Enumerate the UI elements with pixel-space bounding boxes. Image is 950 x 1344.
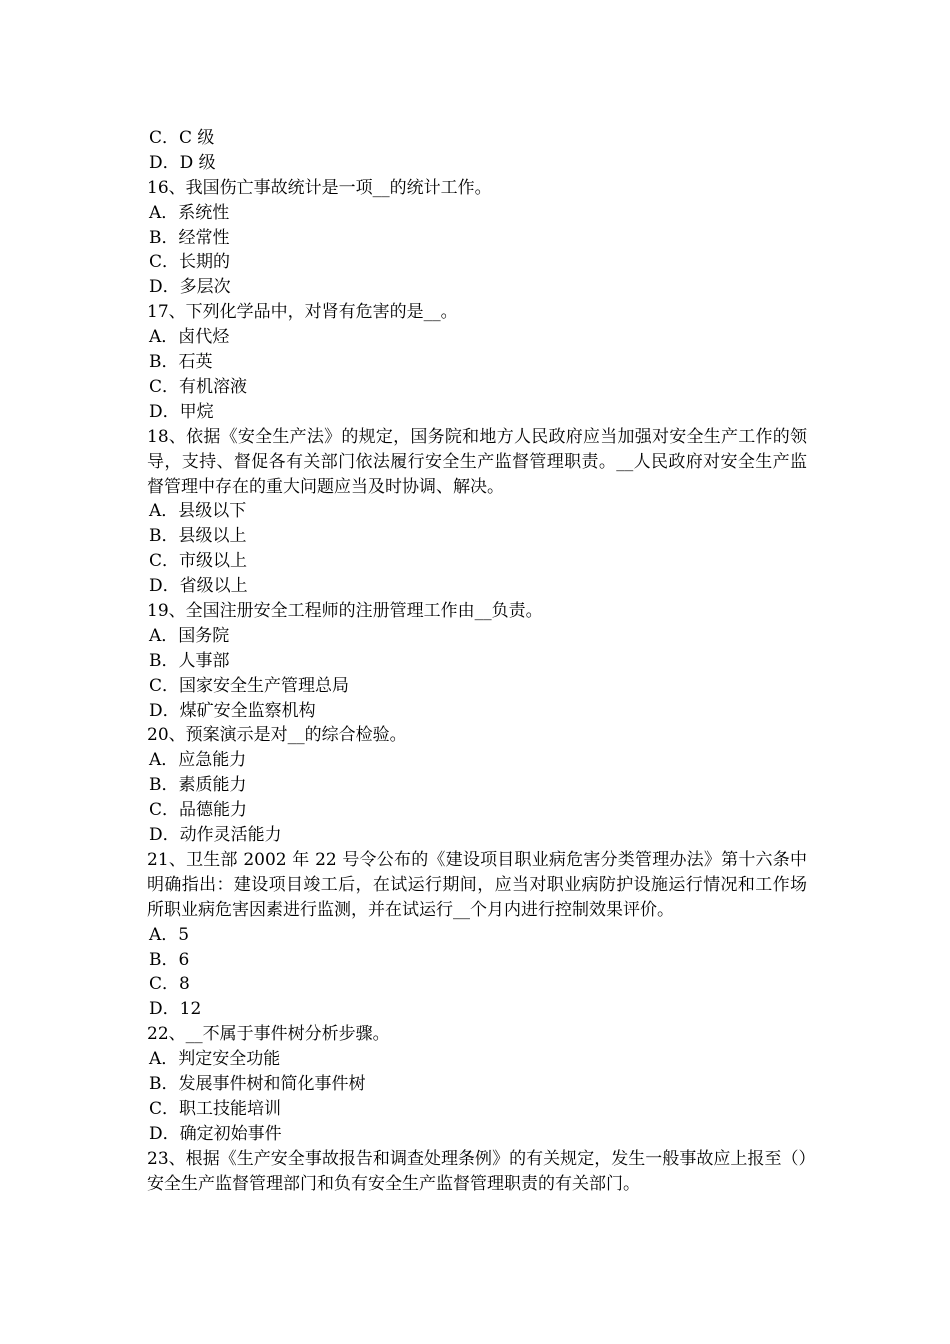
option-19a: A．国务院 xyxy=(149,625,230,646)
option-18c: C．市级以上 xyxy=(149,551,248,572)
option-22d: D．确定初始事件 xyxy=(149,1123,282,1144)
option-17c: C．有机溶液 xyxy=(149,376,248,397)
option-17d: D．甲烷 xyxy=(149,401,214,422)
question-17: 17、下列化学品中，对肾有危害的是__。 xyxy=(147,302,458,323)
option-19c: C．国家安全生产管理总局 xyxy=(149,675,350,696)
option-18a: A．县级以下 xyxy=(149,501,247,522)
option-15c: C．C 级 xyxy=(149,128,215,148)
option-20c: C．品德能力 xyxy=(149,800,248,821)
option-22c: C．职工技能培训 xyxy=(149,1098,282,1119)
option-18d: D．省级以上 xyxy=(149,576,248,597)
option-16a: A．系统性 xyxy=(149,202,230,223)
exam-content xyxy=(147,126,807,1197)
option-22a: A．判定安全功能 xyxy=(149,1049,281,1070)
question-22: 22、__不属于事件树分析步骤。 xyxy=(147,1024,390,1045)
question-23: 23、根据《生产安全事故报告和调查处理条例》的有关规定，发生一般事故应上报至（）安全生产监督管理部门和负有安全生产监督管理职责的有关部门。 xyxy=(147,1148,807,1194)
option-18b: B．县级以上 xyxy=(149,526,247,547)
option-22b: B．发展事件树和简化事件树 xyxy=(149,1074,366,1095)
option-19d: D．煤矿安全监察机构 xyxy=(149,700,316,721)
question-18: 18、依据《安全生产法》的规定，国务院和地方人民政府应当加强对安全生产工作的领导，支持、督促各有关部门依法履行安全生产监督管理职责。__人民政府对安全生产监督管理中存在的重大问题应当及时协调、解决。 xyxy=(147,426,807,497)
option-16b: B．经常性 xyxy=(149,227,230,248)
question-21: 21、卫生部 2002 年 22 号令公布的《建设项目职业病危害分类管理办法》第十六条中明确指出：建设项目竣工后，在试运行期间，应当对职业病防护设施运行情况和工作场所职业病危害因素进行监测，并在试运行__个月内进行控制效果评价。 xyxy=(147,849,807,920)
option-15d: D．D 级 xyxy=(149,152,216,173)
question-16: 16、我国伤亡事故统计是一项__的统计工作。 xyxy=(147,177,492,198)
option-16d: D．多层次 xyxy=(149,277,231,298)
option-21b: B．6 xyxy=(149,949,190,970)
option-21a: A．5 xyxy=(149,924,190,945)
option-17a: A．卤代烃 xyxy=(149,327,230,348)
option-20d: D．动作灵活能力 xyxy=(149,825,282,846)
option-19b: B．人事部 xyxy=(149,650,230,671)
option-16c: C．长期的 xyxy=(149,252,231,273)
question-20: 20、预案演示是对__的综合检验。 xyxy=(147,725,407,746)
option-21d: D．12 xyxy=(149,999,202,1020)
question-19: 19、全国注册安全工程师的注册管理工作由__负责。 xyxy=(147,601,543,621)
option-17b: B．石英 xyxy=(149,352,213,373)
option-21c: C．8 xyxy=(149,974,190,995)
option-20a: A．应急能力 xyxy=(149,750,247,771)
option-20b: B．素质能力 xyxy=(149,775,247,796)
